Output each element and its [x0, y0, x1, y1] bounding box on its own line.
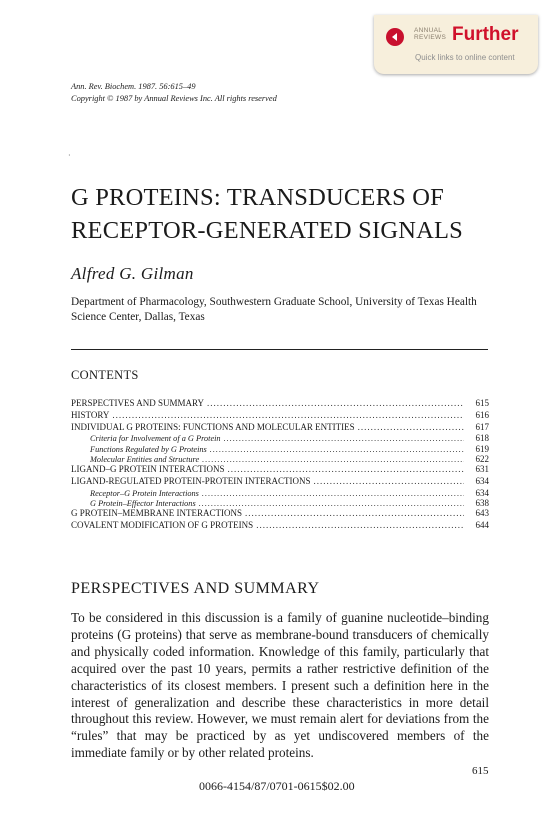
page-number: 615: [472, 765, 489, 777]
contents-heading: CONTENTS: [71, 368, 139, 382]
section-heading: PERSPECTIVES AND SUMMARY: [71, 580, 320, 597]
toc-subentry[interactable]: [71, 488, 489, 498]
toc-entry[interactable]: [71, 476, 489, 488]
quick-links-label: Quick links to online content: [415, 53, 515, 62]
toc-dot-leader: [207, 398, 464, 410]
toc-dot-leader: [202, 455, 464, 464]
toc-entry[interactable]: [71, 508, 489, 520]
further-label: Further: [452, 24, 519, 45]
table-of-contents: [71, 398, 489, 532]
toc-subentry[interactable]: [71, 498, 489, 508]
stray-mark: ·: [68, 151, 71, 160]
toc-entry-label: Molecular Entities and Structure: [90, 454, 200, 464]
toc-entry-label: INDIVIDUAL G PROTEINS: FUNCTIONS AND MOLECULAR ENTITIES: [71, 421, 355, 432]
toc-dot-leader: [358, 422, 464, 434]
toc-subentry[interactable]: [71, 444, 489, 454]
toc-entry[interactable]: [71, 464, 489, 476]
toc-entry-page: 622: [475, 453, 489, 464]
toc-entry[interactable]: [71, 398, 489, 410]
divider: [71, 349, 488, 350]
toc-entry[interactable]: [71, 410, 489, 422]
toc-dot-leader: [256, 520, 464, 532]
toc-entry-label: G PROTEIN–MEMBRANE INTERACTIONS: [71, 507, 242, 518]
toc-subentry[interactable]: [71, 454, 489, 464]
toc-entry-page: 644: [475, 519, 489, 530]
toc-entry-page: 634: [475, 487, 489, 498]
toc-entry-label: LIGAND-REGULATED PROTEIN-PROTEIN INTERACTIONS: [71, 475, 311, 486]
toc-dot-leader: [224, 434, 464, 443]
toc-dot-leader: [199, 499, 464, 508]
citation-line-2: Copyright © 1987 by Annual Reviews Inc. All rights reserved: [71, 94, 277, 103]
toc-entry-label: Receptor–G Protein Interactions: [90, 488, 199, 498]
toc-entry-page: 615: [475, 398, 489, 408]
toc-dot-leader: [228, 464, 465, 476]
annual-reviews-further-banner[interactable]: [374, 15, 538, 74]
title-line-2: RECEPTOR-GENERATED SIGNALS: [71, 217, 463, 244]
toc-dot-leader: [202, 489, 464, 498]
toc-entry-label: HISTORY: [71, 409, 110, 420]
author-affiliation: Department of Pharmacology, Southwestern Graduate School, University of Texas Health Science Center, Dallas, Texas: [71, 296, 477, 323]
toc-entry-page: 631: [475, 463, 489, 474]
toc-entry-page: 616: [475, 409, 489, 420]
toc-subentry[interactable]: [71, 433, 489, 443]
toc-entry-label: LIGAND–G PROTEIN INTERACTIONS: [71, 463, 225, 474]
toc-dot-leader: [313, 476, 464, 488]
toc-entry-label: G Protein–Effector Interactions: [90, 498, 196, 508]
citation: [71, 81, 277, 105]
play-left-icon[interactable]: [386, 28, 404, 46]
toc-entry-page: 619: [475, 443, 489, 454]
toc-entry[interactable]: [71, 422, 489, 434]
footer-code: 0066-4154/87/0701-0615$02.00: [199, 779, 355, 793]
toc-entry-page: 634: [475, 475, 489, 486]
article-title: [71, 181, 463, 247]
toc-entry-label: COVALENT MODIFICATION OF G PROTEINS: [71, 519, 254, 530]
toc-entry-page: 617: [475, 421, 489, 432]
play-left-glyph: [390, 32, 400, 42]
toc-entry-label: Criteria for Involvement of a G Protein: [90, 434, 221, 444]
toc-entry-label: PERSPECTIVES AND SUMMARY: [71, 398, 205, 408]
body-paragraph: To be considered in this discussion is a family of guanine nucleotide–binding proteins (G proteins) that serve as membrane-bound transducers of chemically and physically coded information. Knowledge of this family, particularly that acquired over the past 10 years, permits a rather restrictive definition of the characteristics of its closest members. I present such a definition here in the interest of generalization and describe these characteristics in more detail throughout this review. However, we must remain alert for deviations from the “rules” that may be practiced by as yet undiscovered members of the immediate family or by other related proteins.: [71, 610, 489, 761]
toc-dot-leader: [210, 445, 464, 454]
citation-line-1: Ann. Rev. Biochem. 1987. 56:615–49: [71, 82, 196, 91]
toc-entry-page: 643: [475, 507, 489, 518]
title-line-1: G PROTEINS: TRANSDUCERS OF: [71, 184, 444, 211]
toc-entry-page: 618: [475, 433, 489, 444]
author-name: Alfred G. Gilman: [71, 264, 194, 283]
toc-entry-label: Functions Regulated by G Proteins: [90, 444, 207, 454]
toc-entry[interactable]: [71, 520, 489, 532]
toc-dot-leader: [245, 508, 464, 520]
annual-reviews-label: ANNUAL REVIEWS: [414, 27, 447, 41]
toc-entry-page: 638: [475, 497, 489, 508]
toc-dot-leader: [112, 410, 464, 422]
